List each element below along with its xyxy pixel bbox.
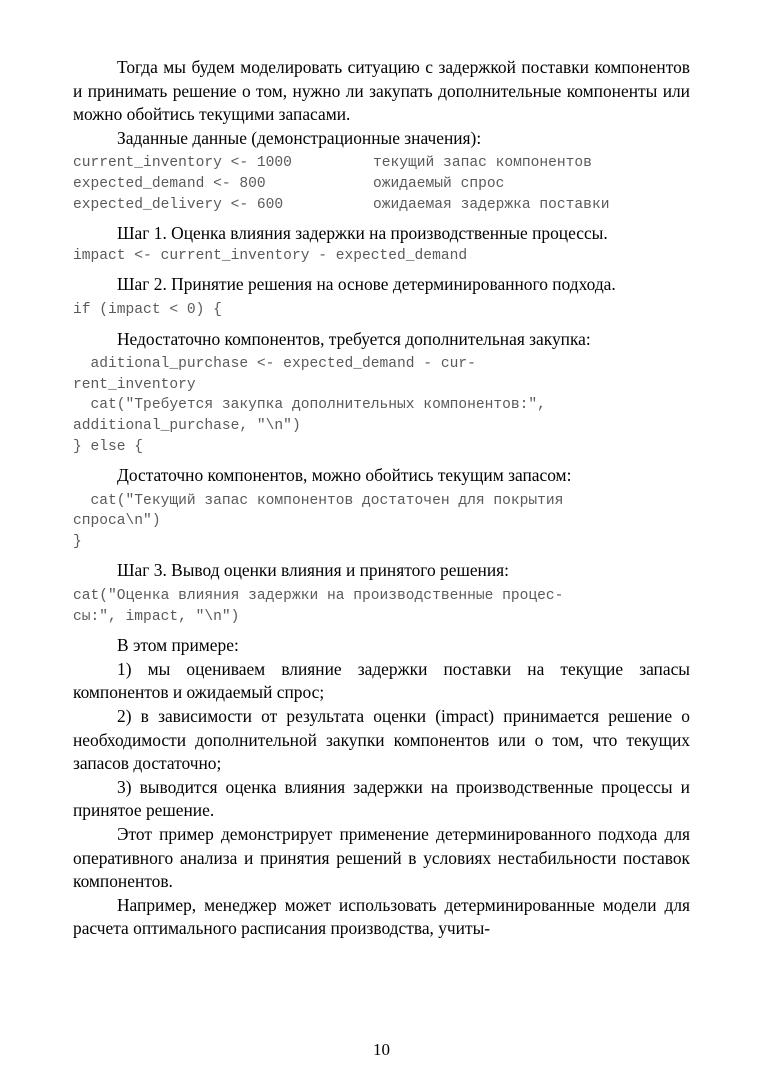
step2-heading: Шаг 2. Принятие решения на основе детерминированного подхода. (117, 274, 616, 295)
code-line: } else { (73, 438, 144, 455)
summary-intro: В этом примере: (117, 635, 239, 656)
intro-paragraph: Тогда мы будем моделировать ситуацию с задержкой поставки компонентов и принимать решение о том, нужно ли закупать дополнительные компоненты или можно обойтись текущими запасами. (73, 57, 690, 125)
code-comment: ожидаемый спрос (373, 175, 505, 192)
summary-item-1: 1) мы оцениваем влияние задержки поставки на текущие запасы компонентов и ожидаемый спрос; (73, 658, 690, 703)
step2-code-if: if (impact < 0) { (73, 301, 222, 318)
sufficient-text: Достаточно компонентов, можно обойтись текущим запасом: (117, 465, 572, 486)
code-text: expected_delivery <- 600 (73, 196, 284, 213)
code-line: cat("Текущий запас компонентов достаточен для покрытия (73, 492, 564, 509)
code-line: cat("Оценка влияния задержки на производственные процес- (73, 588, 564, 605)
code-text: expected_demand <- 800 (73, 175, 266, 192)
insufficient-text: Недостаточно компонентов, требуется дополнительная закупка: (117, 328, 591, 349)
code-comment: ожидаемая задержка поставки (373, 196, 610, 213)
page-body (73, 56, 690, 941)
code-line: сы:", impact, "\n") (73, 608, 240, 625)
code-text: current_inventory <- 1000 (73, 155, 292, 172)
summary-item-2: 2) в зависимости от результата оценки (impact) принимается решение о необходимости дополнительной закупки компонентов или о том, что текущих запасов достаточно; (73, 706, 690, 774)
given-data-heading: Заданные данные (демонстрационные значения): (117, 127, 482, 148)
code-line (73, 195, 690, 216)
variables-code-block (73, 153, 690, 215)
page-number: 10 (373, 1040, 390, 1059)
code-line: спроса\n") (73, 513, 161, 530)
code-comment: текущий запас компонентов (373, 155, 592, 172)
code-line (73, 174, 690, 195)
step3-heading: Шаг 3. Вывод оценки влияния и принятого решения: (117, 560, 510, 581)
code-line: aditional_purchase <- expected_demand - cur- (73, 356, 476, 373)
summary-item-3: 3) выводится оценка влияния задержки на производственные процессы и принятое решение. (73, 776, 690, 821)
example-paragraph: Например, менеджер может использовать детерминированные модели для расчета оптимального расписания производства, учиты- (73, 894, 690, 939)
code-line: } (73, 533, 82, 550)
conclusion-paragraph: Этот пример демонстрирует применение детерминированного подхода для оперативного анализа и принятия решений в условиях нестабильности поставок компонентов. (73, 824, 690, 892)
step1-code: impact <- current_inventory - expected_demand (73, 247, 468, 264)
code-line: cat("Требуется закупка дополнительных компонентов:", (73, 397, 546, 414)
code-line: rent_inventory (73, 376, 196, 393)
code-line: additional_purchase, "\n") (73, 417, 301, 434)
code-line (73, 153, 690, 174)
step1-heading: Шаг 1. Оценка влияния задержки на производственные процессы. (117, 223, 608, 244)
